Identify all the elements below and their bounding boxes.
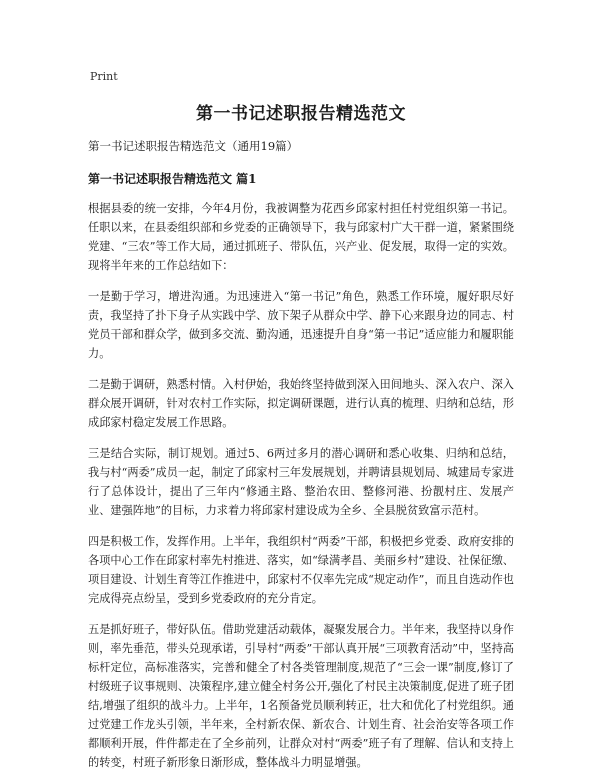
paragraph-2: 二是勤于调研，熟悉村情。入村伊始，我始终坚持做到深入田间地头、深入农户、深入群众展开调研，针对农村工作实际，拟定调研课题，进行认真的梳理、归纳和总结，形成邱家村稳定发展工作思路。 bbox=[88, 378, 514, 429]
paragraph-3: 三是结合实际，制订规划。通过5、6两过多月的潜心调研和悉心收集、归纳和总结，我与村“两委”成员一起，制定了邱家村三年发展规划，并聘请县规划局、城建局专家进行了总体设计，提出了三年内“修通主路、整治农田、整修河港、扮靓村庄、发展产业、建强阵地”的目标，力求着力将邱家村建设成为全乡、全县脱贫致富示范村。 bbox=[88, 447, 514, 517]
paragraph-5: 五是抓好班子，带好队伍。借助党建活动载体，凝聚发展合力。半年来，我坚持以身作则，率先垂范，带头兑现承诺，引导村“两委”干部认真开展“三项教育活动”中，坚持高标杆定位，高标准落实，完善和健全了村各类管理制度,规范了“三会一课”制度,修订了村级班子议事规则、决策程序,建立健全村务公开,强化了村民主决策制度,促进了班子团结,增强了组织的战斗力。上半年，1名预备党员顺利转正，壮大和优化了村党组织。通过党建工作龙头引领，半年来，全村新农保、新农合、计划生育、社会治安等各项工作都顺利开展，件件都走在了全乡前列，让群众对村“两委”班子有了理解、信认和支持上的转变，村班子新形象日渐形成，整体战斗力明显增强。 bbox=[88, 623, 514, 769]
paragraph-1: 一是勤于学习，增进沟通。为迅速进入“第一书记”角色，熟悉工作环境，履好职尽好责，我坚持了扑下身子从实践中学、放下架子从群众中学、静下心来跟身边的同志、村党员干部和群众学，做到多交流、勤沟通，迅速提升自身“第一书记”适应能力和履职能力。 bbox=[88, 290, 514, 360]
paragraph-4: 四是积极工作，发挥作用。上半年，我组织村“两委”干部，积极把乡党委、政府安排的各项中心工作在邱家村率先村推进、落实，如“绿满孝昌、美丽乡村”建设、社保征缴、项目建设、计划生育等江作推进中，邱家村不仅率先完成“规定动作”，而且自选动作也完成得亮点纷呈，受到乡党委政府的充分肯定。 bbox=[88, 535, 514, 605]
print-label: Print bbox=[90, 70, 118, 83]
document-subtitle: 第一书记述职报告精选范文（通用19篇） bbox=[88, 139, 299, 153]
section-heading: 第一书记述职报告精选范文 篇1 bbox=[88, 172, 257, 186]
document-title: 第一书记述职报告精选范文 bbox=[196, 104, 406, 124]
paragraph-intro: 根据县委的统一安排，今年4月份，我被调整为花西乡邱家村担任村党组织第一书记。任职以来，在县委组织部和乡党委的正确领导下，我与邱家村广大干群一道，紧紧围绕党建、“三农”等工作大局，通过抓班子、带队伍，兴产业、促发展，取得一定的实效。现将半年来的工作总结如下： bbox=[88, 202, 514, 272]
